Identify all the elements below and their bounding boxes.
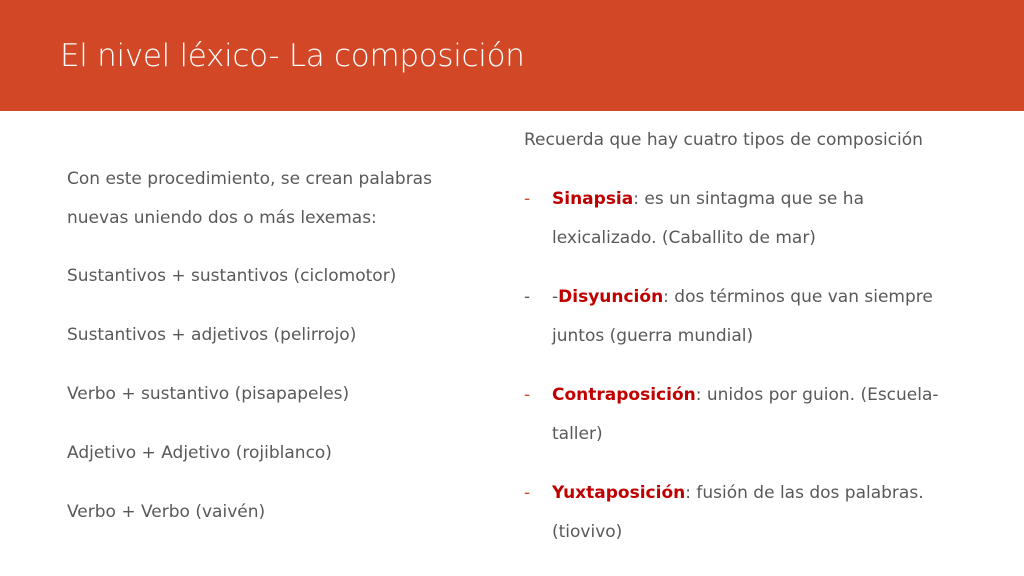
bullet-term: Contraposición bbox=[552, 385, 696, 405]
bullet-prefix: - bbox=[552, 287, 559, 307]
right-intro-text: Recuerda que hay cuatro tipos de composición bbox=[524, 130, 923, 150]
composition-type-yuxtaposicion bbox=[524, 474, 964, 552]
left-intro-text: Con este procedimiento, se crean palabras nuevas uniendo dos o más lexemas: bbox=[67, 169, 432, 228]
bullet-description: : unidos por guion. (Escuela-taller) bbox=[552, 385, 939, 444]
left-column bbox=[67, 160, 467, 552]
composition-type-disyuncion bbox=[524, 278, 964, 356]
bullet-description: : fusión de las dos palabras. (tiovivo) bbox=[552, 483, 924, 542]
bullet-dash: - bbox=[524, 189, 531, 209]
right-column bbox=[524, 121, 964, 572]
bullet-dash: - bbox=[524, 385, 531, 405]
composition-example: Adjetivo + Adjetivo (rojiblanco) bbox=[67, 443, 332, 463]
composition-type-sinapsia bbox=[524, 180, 964, 258]
bullet-description: : es un sintagma que se ha lexicalizado. (Caballito de mar) bbox=[552, 189, 864, 248]
bullet-description: : dos términos que van siempre juntos (guerra mundial) bbox=[552, 287, 933, 346]
slide-title: El nivel léxico- La composición bbox=[60, 38, 525, 74]
bullet-term: Sinapsia bbox=[552, 189, 634, 209]
bullet-term: Disyunción bbox=[558, 287, 664, 307]
bullet-dash: - bbox=[524, 287, 531, 307]
composition-example: Sustantivos + adjetivos (pelirrojo) bbox=[67, 325, 357, 345]
composition-type-contraposicion bbox=[524, 376, 964, 454]
composition-example: Verbo + sustantivo (pisapapeles) bbox=[67, 384, 350, 404]
bullet-dash: - bbox=[524, 483, 531, 503]
title-bar bbox=[0, 0, 1024, 111]
composition-example: Sustantivos + sustantivos (ciclomotor) bbox=[67, 266, 397, 286]
bullet-term: Yuxtaposición bbox=[552, 483, 686, 503]
composition-example: Verbo + Verbo (vaivén) bbox=[67, 502, 266, 522]
